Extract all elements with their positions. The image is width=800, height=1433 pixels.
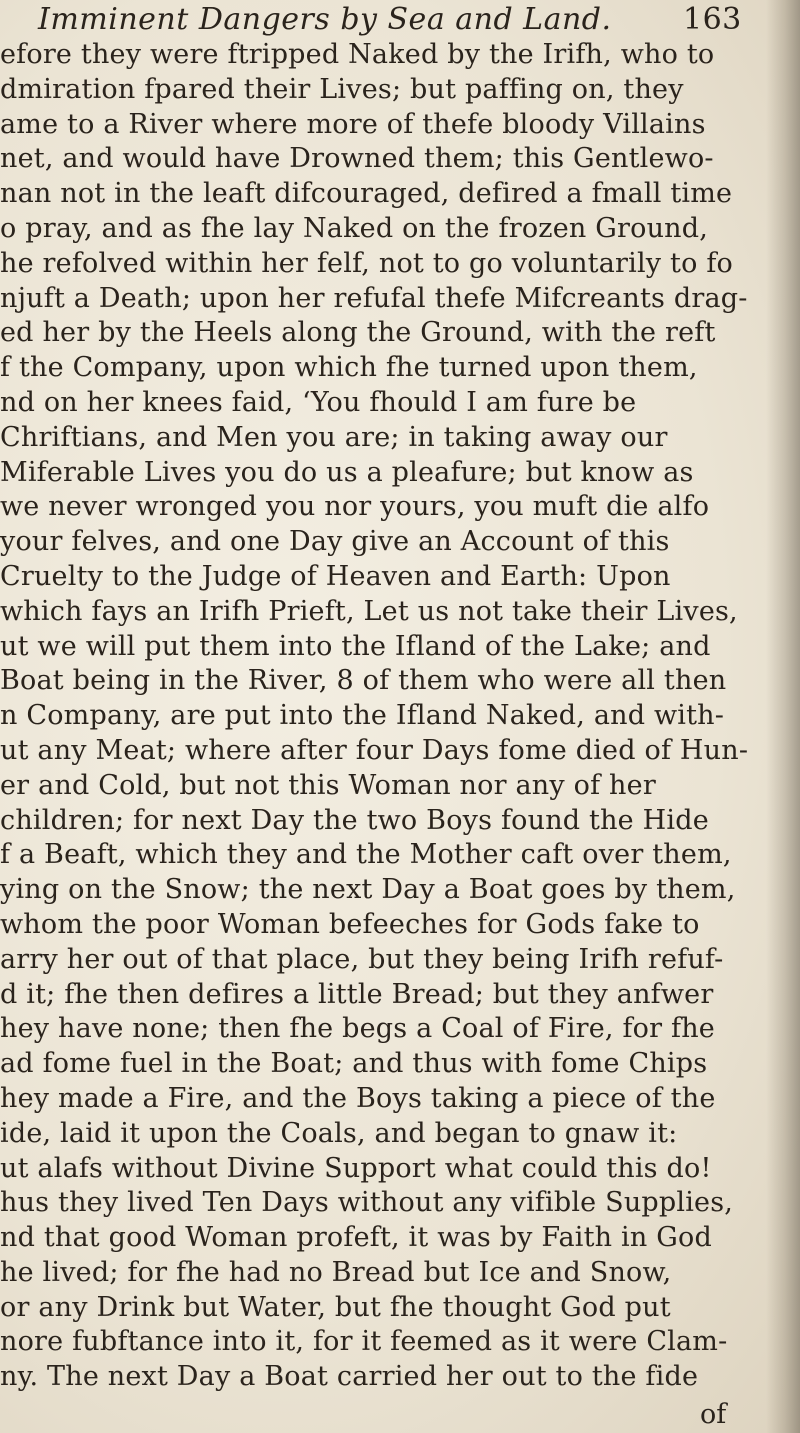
- page-number: 163: [683, 2, 742, 37]
- text-line: efore they were ftripped Naked by the Irifh, who to: [0, 39, 715, 70]
- page-gutter-shadow: [766, 0, 800, 1433]
- text-line: ying on the Snow; the next Day a Boat goes by them,: [0, 874, 736, 906]
- text-line: ed her by the Heels along the Ground, with the reft: [0, 317, 716, 349]
- text-line: n Company, are put into the Ifland Naked, and with-: [0, 700, 725, 732]
- text-line: nd on her knees faid, ‘You fhould I am fure be: [0, 386, 637, 418]
- running-head: [0, 2, 800, 38]
- text-line: njuft a Death; upon her refufal thefe Mifcreants drag-: [0, 282, 748, 314]
- text-line: ut alafs without Divine Support what could this do!: [0, 1152, 712, 1184]
- text-line: he refolved within her felf, not to go voluntarily to fo: [0, 247, 733, 279]
- text-line: your felves, and one Day give an Account of this: [0, 526, 670, 558]
- text-line: whom the poor Woman befeeches for Gods fake to: [0, 908, 700, 940]
- text-line: Boat being in the River, 8 of them who were all then: [0, 665, 727, 697]
- text-line: we never wronged you nor yours, you muft die alfo: [0, 491, 710, 523]
- text-line: Cruelty to the Judge of Heaven and Earth: Upon: [0, 560, 671, 592]
- text-line: hus they lived Ten Days without any vifible Supplies,: [0, 1187, 734, 1219]
- text-line: nd that good Woman profeft, it was by Faith in God: [0, 1222, 712, 1254]
- text-line: Chriftians, and Men you are; in taking away our: [0, 421, 668, 453]
- text-line: he lived; for fhe had no Bread but Ice and Snow,: [0, 1256, 672, 1288]
- text-line: o pray, and as fhe lay Naked on the frozen Ground,: [0, 212, 709, 244]
- text-line: ad fome fuel in the Boat; and thus with fome Chips: [0, 1048, 708, 1080]
- text-line: nore fubftance into it, for it feemed as it were Clam-: [0, 1326, 728, 1358]
- text-line: net, and would have Drowned them; this Gentlewo-: [0, 143, 714, 175]
- text-line: dmiration fpared their Lives; but paffing on, they: [0, 73, 684, 105]
- text-line: ame to a River where more of thefe bloody Villains: [0, 108, 706, 140]
- text-line: f a Beaft, which they and the Mother caft over them,: [0, 839, 732, 871]
- text-line: d it; fhe then defires a little Bread; but they anfwer: [0, 978, 714, 1010]
- text-line: arry her out of that place, but they being Irifh refuf-: [0, 943, 724, 975]
- body-text: [0, 38, 790, 1395]
- catchword: of: [700, 1399, 727, 1430]
- text-line: hey made a Fire, and the Boys taking a piece of the: [0, 1082, 716, 1114]
- text-line: Miferable Lives you do us a pleafure; but know as: [0, 456, 694, 488]
- text-line: or any Drink but Water, but fhe thought God put: [0, 1291, 671, 1323]
- text-line: children; for next Day the two Boys found the Hide: [0, 804, 709, 836]
- text-line: f the Company, upon which fhe turned upon them,: [0, 352, 698, 384]
- text-line: ut we will put them into the Ifland of the Lake; and: [0, 630, 711, 662]
- text-line: er and Cold, but not this Woman nor any of her: [0, 769, 656, 801]
- text-line: ut any Meat; where after four Days fome died of Hun-: [0, 734, 749, 766]
- text-line: hey have none; then fhe begs a Coal of Fire, for fhe: [0, 1013, 715, 1045]
- text-line: ny. The next Day a Boat carried her out to the fide: [0, 1361, 699, 1393]
- text-line: which fays an Irifh Prieft, Let us not take their Lives,: [0, 595, 738, 627]
- text-line: ide, laid it upon the Coals, and began to gnaw it:: [0, 1117, 678, 1149]
- text-line: nan not in the leaft difcouraged, defired a fmall time: [0, 178, 733, 210]
- running-head-title: Imminent Dangers by Sea and Land.: [38, 2, 612, 37]
